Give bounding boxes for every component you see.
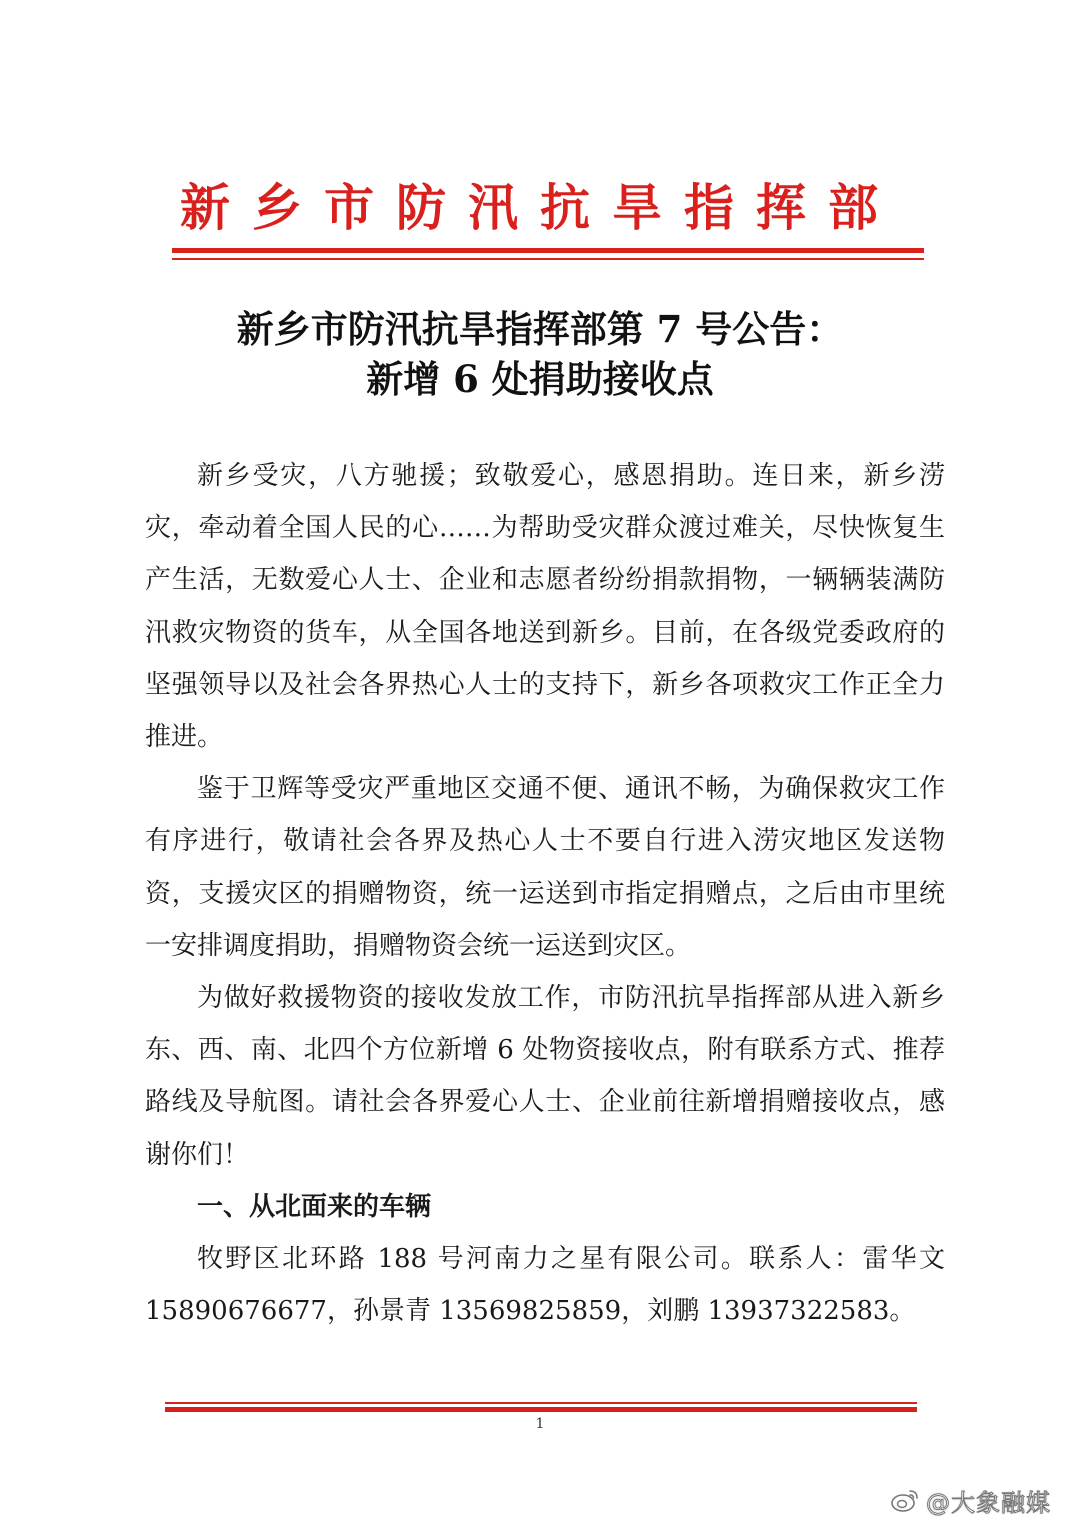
footer-rule-thin [165, 1402, 917, 1404]
document-title-line-1: 新乡市防汛抗旱指挥部第 7 号公告： [236, 307, 844, 351]
document-body [145, 450, 945, 1337]
body-paragraph: 鉴于卫辉等受灾严重地区交通不便、通讯不畅，为确保救灾工作有序进行，敬请社会各界及热心人士不要自行进入涝灾地区发送物资，支援灾区的捐赠物资，统一运送到市指定捐赠点，之后由市里统一安排调度捐助，捐赠物资会统一运送到灾区。 [145, 774, 945, 961]
letterhead-rule-thin [172, 258, 924, 260]
letterhead-rule-thick [172, 248, 924, 253]
letterhead-title: 新乡市防汛抗旱指挥部 [180, 178, 900, 237]
weibo-icon [890, 1487, 920, 1513]
section-paragraph: 牧野区北环路 188 号河南力之星有限公司。联系人：雷华文 15890676677，孙景青 13569825859，刘鹏 13937322583。 [145, 1244, 945, 1327]
watermark [890, 1483, 1051, 1517]
footer-rule-thick [165, 1407, 917, 1412]
document-title-line-2: 新增 6 处捐助接收点 [366, 357, 714, 401]
body-paragraph: 为做好救援物资的接收发放工作，市防汛抗旱指挥部从进入新乡东、西、南、北四个方位新增 6 处物资接收点，附有联系方式、推荐路线及导航图。请社会各界爱心人士、企业前往新增捐赠接收点，感谢你们！ [145, 983, 945, 1170]
page-number: 1 [535, 1416, 545, 1432]
watermark-text: @大象融媒 [926, 1488, 1051, 1517]
section-heading: 一、从北面来的车辆 [197, 1191, 432, 1222]
body-paragraph: 新乡受灾，八方驰援；致敬爱心，感恩捐助。连日来，新乡涝灾，牵动着全国人民的心……为帮助受灾群众渡过难关，尽快恢复生产生活，无数爱心人士、企业和志愿者纷纷捐款捐物，一辆辆装满防汛救灾物资的货车，从全国各地送到新乡。目前，在各级党委政府的坚强领导以及社会各界热心人士的支持下，新乡各项救灾工作正全力推进。 [145, 461, 945, 753]
